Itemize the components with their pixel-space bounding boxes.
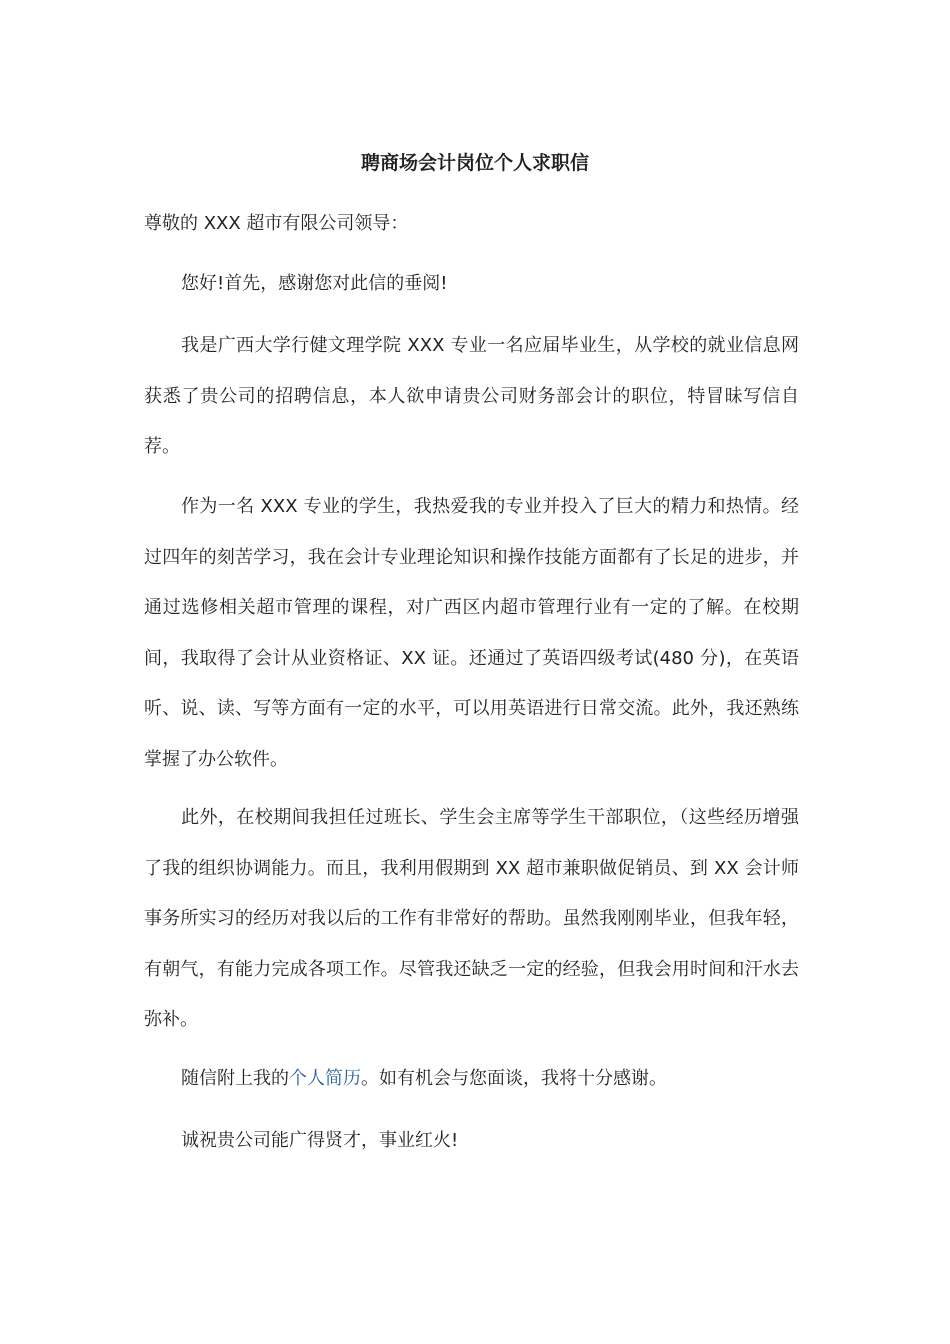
attachment-text-before: 随信附上我的 (181, 1068, 289, 1089)
greeting-paragraph: 您好!首先，感谢您对此信的垂阅! (181, 273, 448, 294)
attachment-paragraph (144, 1054, 799, 1105)
closing-paragraph: 诚祝贵公司能广得贤才，事业红火! (181, 1130, 459, 1151)
resume-link[interactable]: 个人简历 (289, 1068, 361, 1089)
salutation: 尊敬的 XXX 超市有限公司领导： (144, 213, 409, 234)
document-title: 聘商场会计岗位个人求职信 (360, 152, 589, 174)
attachment-text-after: 。如有机会与您面谈，我将十分感谢。 (361, 1068, 667, 1089)
experience-paragraph: 此外，在校期间我担任过班长、学生会主席等学生干部职位，（这些经历增强了我的组织协调能力。而且，我利用假期到 XX 超市兼职做促销员、到 XX 会计师事务所实习的经历对我以后的工作有非常好的帮助。虽然我刚刚毕业，但我年轻，有朝气，有能力完成各项工作。尽管我还缺乏一定的经验，但我会用时间和汗水去弥补。 (144, 807, 799, 1030)
study-paragraph: 作为一名 XXX 专业的学生，我热爱我的专业并投入了巨大的精力和热情。经过四年的刻苦学习，我在会计专业理论知识和操作技能方面都有了长足的进步，并通过选修相关超市管理的课程，对广西区内超市管理行业有一定的了解。在校期间，我取得了会计从业资格证、XX 证。还通过了英语四级考试(480 分)，在英语听、说、读、写等方面有一定的水平，可以用英语进行日常交流。此外，我还熟练掌握了办公软件。 (144, 496, 799, 770)
intro-paragraph: 我是广西大学行健文理学院 XXX 专业一名应届毕业生，从学校的就业信息网获悉了贵公司的招聘信息，本人欲申请贵公司财务部会计的职位，特冒昧写信自荐。 (144, 335, 799, 457)
